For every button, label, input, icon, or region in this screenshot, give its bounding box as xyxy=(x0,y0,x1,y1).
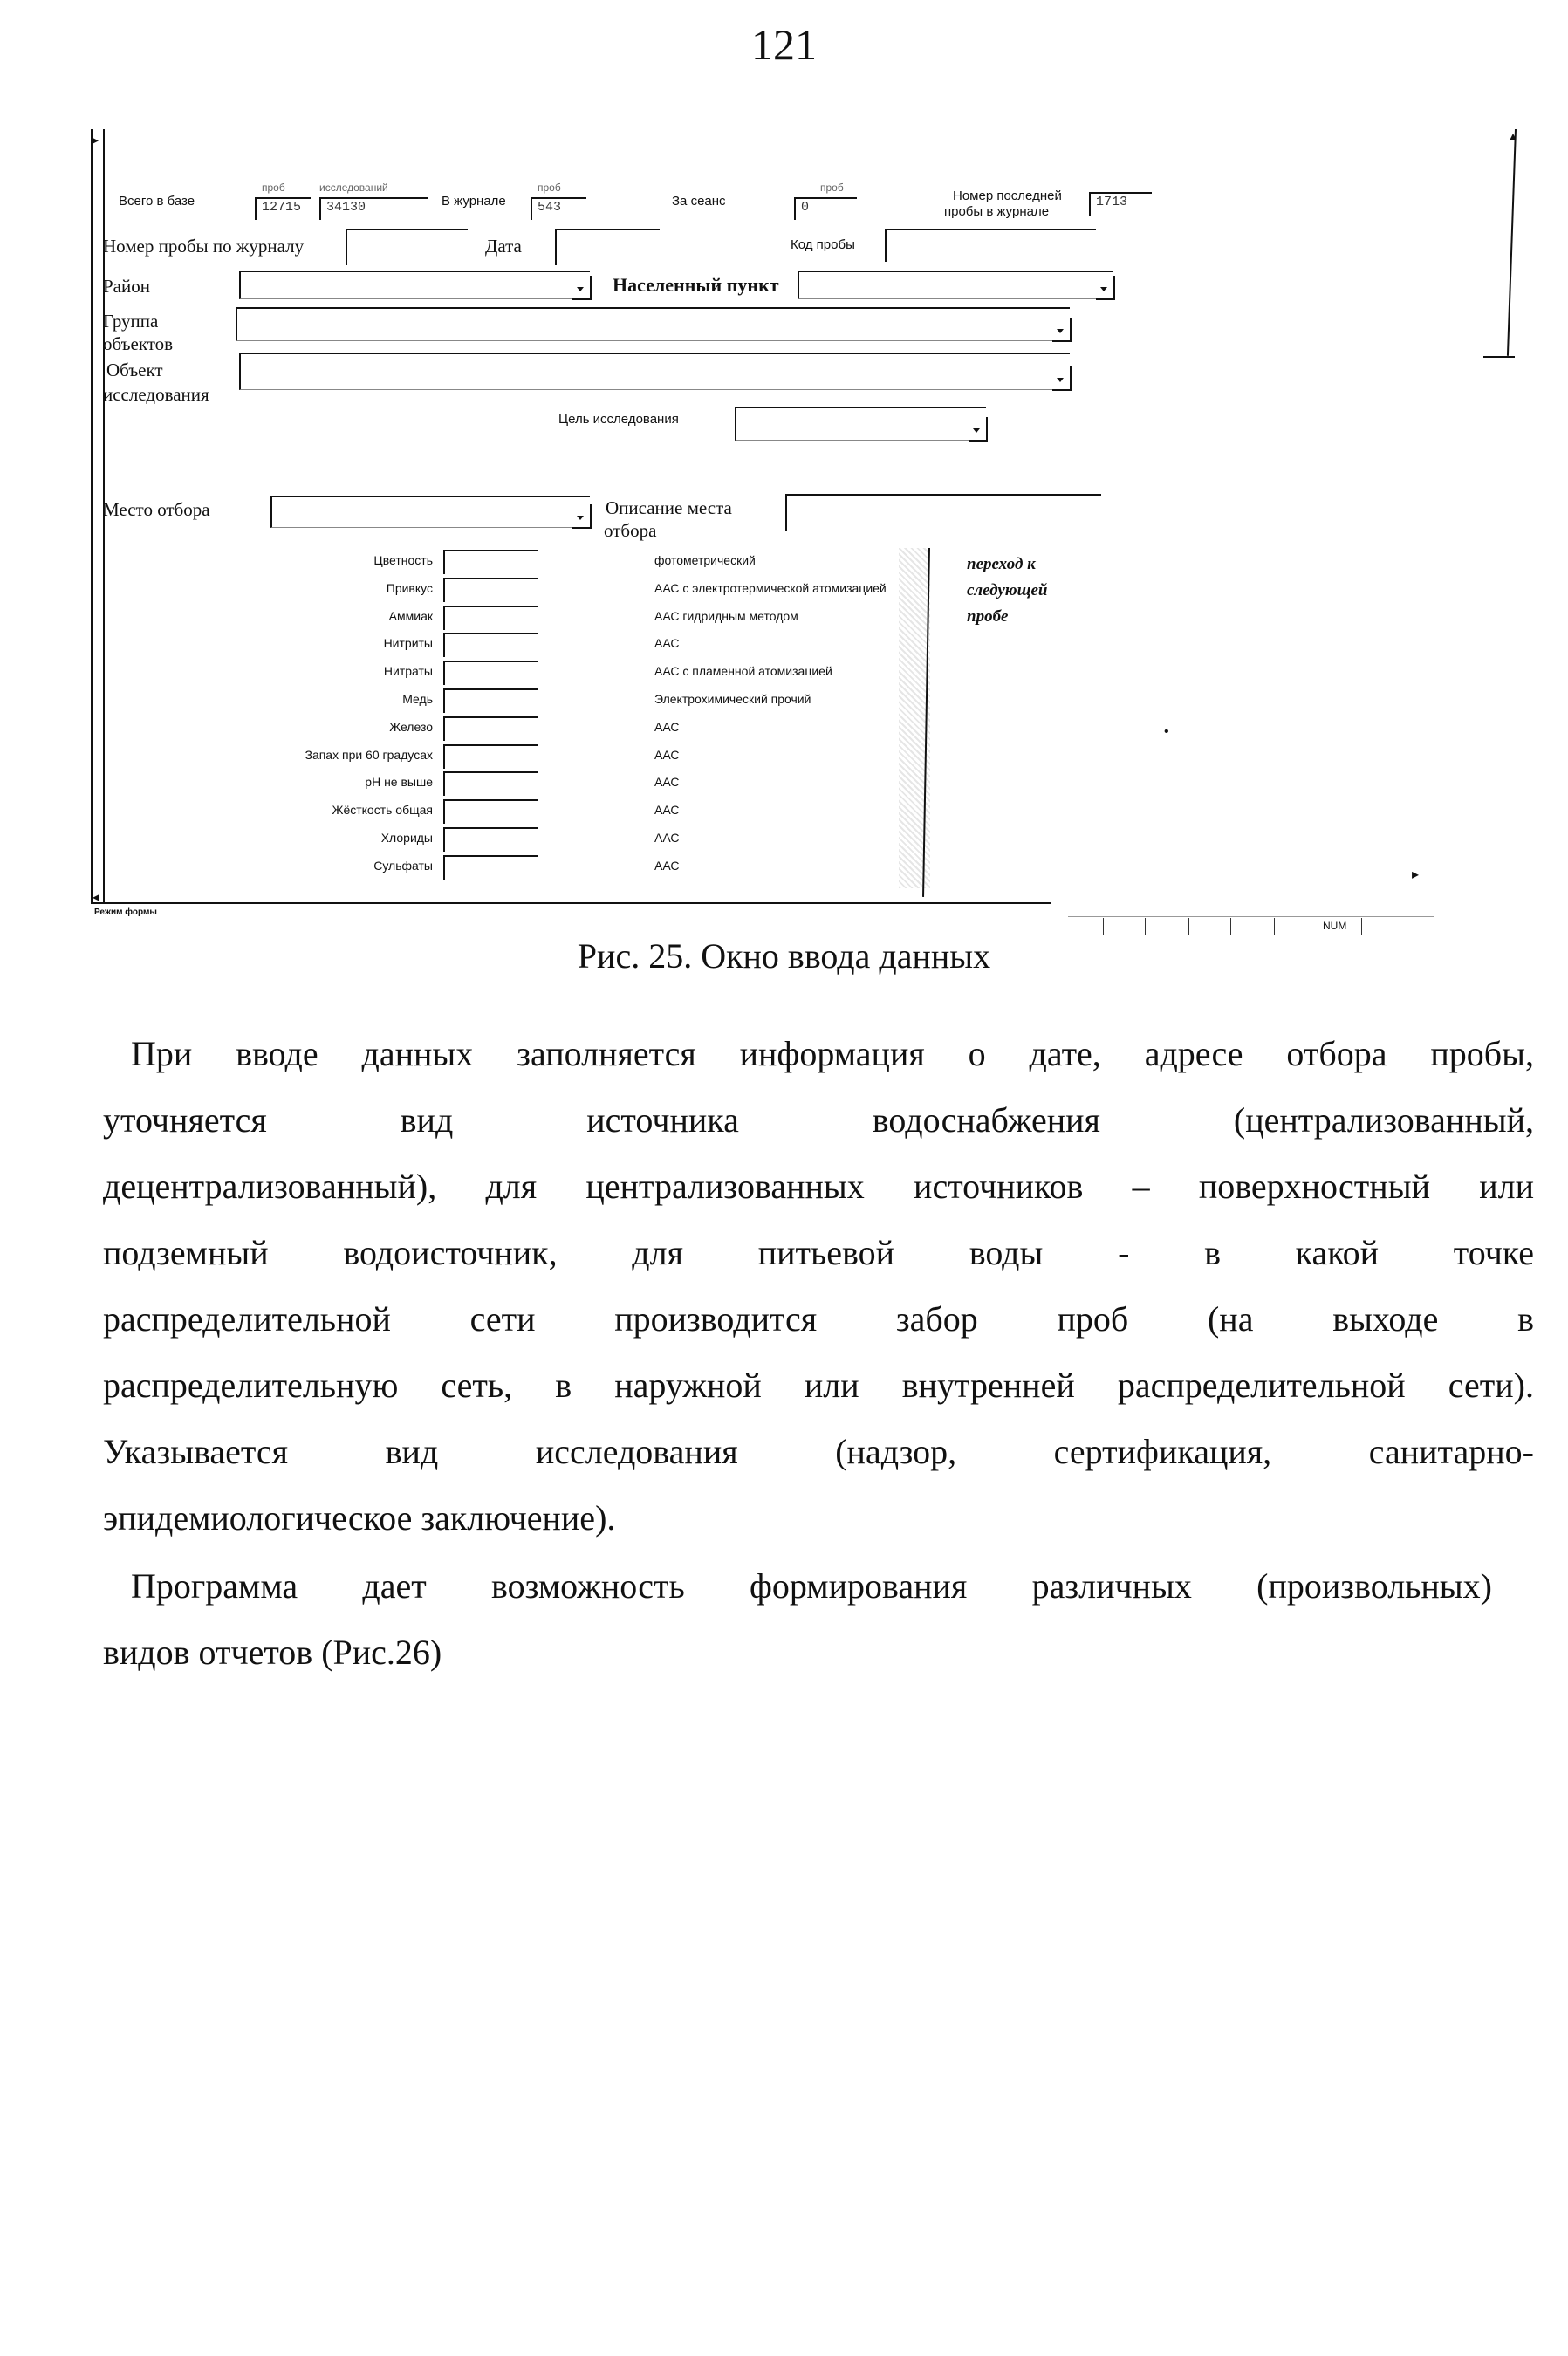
parameter-label: Запах при 60 градусах xyxy=(305,748,433,762)
next-link-line-2: следующей xyxy=(967,581,1048,599)
parameter-value-field[interactable] xyxy=(443,578,538,602)
text-line: При вводе данных заполняется информация о дате, адресе отбора пробы, xyxy=(131,1034,1534,1073)
place-label: Место отбора xyxy=(103,499,210,520)
window-left-border xyxy=(91,129,93,904)
vertical-scrollbar[interactable] xyxy=(1507,129,1517,356)
text-line: подземный водоисточник, для питьевой воды - в какой точке xyxy=(103,1233,1534,1272)
parameter-method: ААС xyxy=(654,720,680,734)
research-object-select[interactable] xyxy=(239,353,1070,390)
purpose-label: Цель исследования xyxy=(558,412,679,427)
group-label-1: Группа xyxy=(103,311,159,332)
studies-header: исследований xyxy=(319,181,388,194)
parameter-value-field[interactable] xyxy=(443,744,538,769)
object-label-2: исследования xyxy=(103,384,209,405)
parameter-value-field[interactable] xyxy=(443,799,538,824)
parameter-value-field[interactable] xyxy=(443,633,538,657)
status-cell xyxy=(1188,918,1189,935)
scroll-left-icon[interactable]: ◂ xyxy=(92,890,100,905)
chevron-down-icon[interactable] xyxy=(572,276,592,300)
next-link-line-3: пробе xyxy=(967,607,1009,626)
session-label: За сеанс xyxy=(672,194,726,209)
place-description-label-2: отбора xyxy=(604,520,657,541)
parameter-method: ААС xyxy=(654,775,680,789)
research-purpose-select[interactable] xyxy=(735,407,986,441)
scroll-up-icon[interactable]: ▴ xyxy=(1510,129,1517,144)
total-studies-field[interactable]: 34130 xyxy=(319,197,428,220)
form-mode-status: Режим формы xyxy=(94,907,157,917)
place-description-label-1: Описание места xyxy=(606,497,732,518)
parameter-value-field[interactable] xyxy=(443,771,538,796)
settlement-label: Населенный пункт xyxy=(613,274,779,296)
figure-caption: Рис. 25. Окно ввода данных xyxy=(577,936,991,976)
chevron-down-icon[interactable] xyxy=(1096,276,1115,300)
stray-dot: • xyxy=(1164,724,1169,739)
text-line: децентрализованный), для централизованных источников – поверхностный или xyxy=(103,1167,1534,1206)
parameter-label: Медь xyxy=(402,692,433,706)
parameter-value-field[interactable] xyxy=(443,827,538,852)
status-cell xyxy=(1361,918,1362,935)
journal-number-label: Номер пробы по журналу xyxy=(103,236,305,257)
settlement-select[interactable] xyxy=(798,271,1113,299)
status-cell xyxy=(1103,918,1104,935)
parameter-method: ААС xyxy=(654,803,680,817)
parameter-method: Электрохимический прочий xyxy=(654,692,811,706)
parameter-method: ААС с пламенной атомизацией xyxy=(654,664,832,678)
journal-header: проб xyxy=(538,181,561,194)
total-label: Всего в базе xyxy=(119,194,195,209)
parameter-value-field[interactable] xyxy=(443,606,538,630)
parameter-method: фотометрический xyxy=(654,553,756,567)
journal-label: В журнале xyxy=(442,194,506,209)
last-sample-field[interactable]: 1713 xyxy=(1089,192,1152,216)
num-lock-indicator: NUM xyxy=(1323,920,1347,932)
object-label-1: Объект xyxy=(106,360,163,380)
text-line: распределительной сети производится забор проб (на выходе в xyxy=(103,1299,1534,1339)
status-cell xyxy=(1145,918,1146,935)
parameter-method: ААС xyxy=(654,636,680,650)
session-samples-field[interactable]: 0 xyxy=(794,197,857,220)
parameter-label: Нитриты xyxy=(383,636,433,650)
chevron-down-icon[interactable] xyxy=(969,417,988,442)
window-bottom-border xyxy=(91,902,1051,904)
samples-header: проб xyxy=(262,181,285,194)
place-description-field[interactable] xyxy=(785,494,1101,531)
last-label-2: пробы в журнале xyxy=(944,204,1050,219)
parameter-label: pH не выше xyxy=(365,775,433,789)
parameter-method: ААС xyxy=(654,748,680,762)
object-group-select[interactable] xyxy=(236,307,1070,341)
status-cell xyxy=(1274,918,1275,935)
record-selector-icon[interactable]: ▸ xyxy=(91,131,99,148)
parameter-value-field[interactable] xyxy=(443,550,538,574)
text-line: видов отчетов (Рис.26) xyxy=(103,1633,442,1672)
chevron-down-icon[interactable] xyxy=(1052,318,1072,342)
group-label-2: объектов xyxy=(103,333,174,354)
parameter-value-field[interactable] xyxy=(443,661,538,685)
scrollbar-foot xyxy=(1483,356,1515,358)
parameter-method: ААС xyxy=(654,831,680,845)
journal-samples-field[interactable]: 543 xyxy=(531,197,586,220)
parameter-label: Сульфаты xyxy=(373,859,433,873)
parameter-method: ААС с электротермической атомизацией xyxy=(654,581,887,595)
district-select[interactable] xyxy=(239,271,590,299)
date-field[interactable] xyxy=(555,229,660,265)
sampling-place-select[interactable] xyxy=(270,496,590,528)
next-sample-link[interactable] xyxy=(967,551,1047,630)
status-cell xyxy=(1230,918,1231,935)
session-header: проб xyxy=(820,181,844,194)
text-line: Программа дает возможность формирования различных (произвольных) xyxy=(131,1566,1492,1606)
total-samples-field[interactable]: 12715 xyxy=(255,197,311,220)
parameter-label: Привкус xyxy=(386,581,433,595)
journal-number-field[interactable] xyxy=(346,229,468,265)
parameter-value-field[interactable] xyxy=(443,688,538,713)
parameter-label: Аммиак xyxy=(388,609,433,623)
status-bar-line xyxy=(1068,916,1434,917)
chevron-down-icon[interactable] xyxy=(1052,366,1072,391)
last-label-1: Номер последней xyxy=(953,188,1062,203)
sample-code-field[interactable] xyxy=(885,229,1096,262)
date-label: Дата xyxy=(485,236,522,257)
chevron-down-icon[interactable] xyxy=(572,504,592,529)
parameter-label: Железо xyxy=(389,720,433,734)
text-line: уточняется вид источника водоснабжения (централизованный, xyxy=(103,1100,1534,1140)
text-line: распределительную сеть, в наружной или внутренней распределительной сети). xyxy=(103,1366,1534,1405)
parameter-label: Жёсткость общая xyxy=(332,803,433,817)
next-link-line-1: переход к xyxy=(967,555,1036,573)
sample-code-label: Код пробы xyxy=(791,237,855,252)
data-entry-window xyxy=(0,0,1568,942)
text-line: Указывается вид исследования (надзор, сертификация, санитарно- xyxy=(103,1432,1534,1471)
parameter-method: ААС гидридным методом xyxy=(654,609,798,623)
scroll-right-icon[interactable]: ▸ xyxy=(1412,867,1420,882)
page-number: 121 xyxy=(751,20,817,69)
text-line: эпидемиологическое заключение). xyxy=(103,1498,616,1538)
parameter-method: ААС xyxy=(654,859,680,873)
district-label: Район xyxy=(103,276,150,297)
parameter-value-field[interactable] xyxy=(443,855,538,880)
parameter-value-field[interactable] xyxy=(443,716,538,741)
parameter-label: Нитраты xyxy=(383,664,433,678)
parameter-label: Цветность xyxy=(373,553,433,567)
parameter-label: Хлориды xyxy=(380,831,433,845)
